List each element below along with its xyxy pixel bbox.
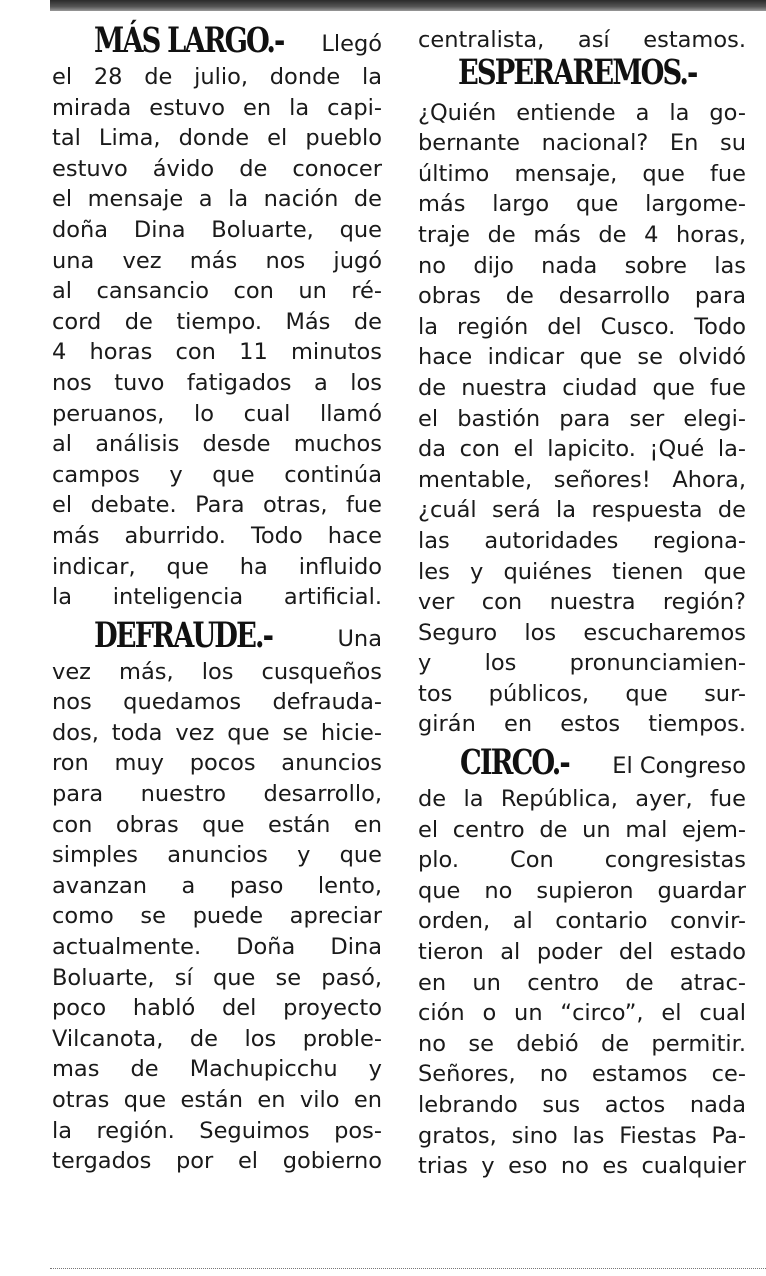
text-line: Vilcanota, de los proble-	[52, 1025, 382, 1052]
text-line: tal Lima, donde el pueblo	[52, 125, 382, 152]
text-line: de nuestra ciudad que fue	[418, 374, 746, 401]
text-line: y los pronunciamien-	[418, 650, 746, 677]
left-column	[52, 20, 382, 1177]
text-line: tergados por el gobierno	[52, 1148, 382, 1175]
text-line: con obras que están en	[52, 811, 382, 838]
text-line: al análisis desde muchos	[52, 431, 382, 458]
text-line: más aburrido. Todo hace	[52, 522, 382, 549]
text-line: mas de Machupicchu y	[52, 1056, 382, 1083]
text-line: el mensaje a la nación de	[52, 186, 382, 213]
text-line: al cansancio con un ré-	[52, 278, 382, 305]
text-line: más largo que largome-	[418, 191, 746, 218]
text-line: mentable, señores! Ahora,	[418, 466, 746, 493]
text-line: que no supieron guardar	[418, 877, 746, 904]
right-column	[418, 28, 746, 1182]
text-line: el bastión para ser elegi-	[418, 405, 746, 432]
text-line: indicar, que ha influido	[52, 553, 382, 580]
heading-tail-text: El Congreso	[612, 753, 746, 780]
section-heading-line	[52, 20, 382, 62]
text-line: orden, al contario convir-	[418, 908, 746, 935]
text-line: de la República, ayer, fue	[418, 786, 746, 813]
text-line: tieron al poder del estado	[418, 939, 746, 966]
section-body	[418, 784, 746, 1182]
top-border-bar	[50, 0, 766, 11]
text-line: en un centro de atrac-	[418, 969, 746, 996]
section-heading: MÁS LARGO.-	[94, 20, 284, 61]
text-line: peruanos, lo cual llamó	[52, 400, 382, 427]
text-line: la región del Cusco. Todo	[418, 313, 746, 340]
section-esperaremos	[418, 51, 746, 740]
text-line: la región. Seguimos pos-	[52, 1117, 382, 1144]
text-line: ver con nuestra región?	[418, 589, 746, 616]
text-line: ción o un “circo”, el cual	[418, 1000, 746, 1027]
text-line: Señores, no estamos ce-	[418, 1061, 746, 1088]
text-line: avanzan a paso lento,	[52, 872, 382, 899]
text-line: cord de tiempo. Más de	[52, 308, 382, 335]
section-body	[418, 98, 746, 740]
section-heading-line	[418, 742, 746, 784]
text-line: otras que están en vilo en	[52, 1087, 382, 1113]
section-heading: CIRCO.-	[460, 742, 569, 784]
text-line: como se puede apreciar	[52, 903, 382, 930]
section-circo	[418, 742, 746, 1182]
text-line: actualmente. Doña Dina	[52, 934, 382, 961]
text-line: tos públicos, que sur-	[418, 680, 746, 707]
text-line: les y quiénes tienen que	[418, 558, 746, 585]
text-line: no se debió de permitir.	[418, 1030, 746, 1057]
section-body	[52, 657, 382, 1177]
text-line: lebrando sus actos nada	[418, 1092, 746, 1118]
section-heading-line	[418, 51, 746, 98]
section-heading: DEFRAUDE.-	[94, 614, 273, 656]
continuation-line: centralista, así estamos.	[418, 27, 746, 53]
text-line: simples anuncios y que	[52, 842, 382, 869]
text-line: último mensaje, que fue	[418, 160, 746, 187]
text-line: trias y eso no es cualquier	[418, 1153, 746, 1180]
text-line: da con el lapicito. ¡Qué la-	[418, 436, 746, 463]
text-line: nos quedamos defrauda-	[52, 689, 382, 716]
text-line: ron muy pocos anuncios	[52, 750, 382, 777]
section-mas-largo	[52, 20, 382, 613]
section-body	[52, 62, 382, 613]
bottom-dotted-rule	[50, 1268, 766, 1269]
text-line: nos tuvo fatigados a los	[52, 369, 382, 396]
text-line: poco habló del proyecto	[52, 995, 382, 1022]
text-line: estuvo ávido de conocer	[52, 155, 382, 182]
text-line: la inteligencia artificial.	[52, 584, 382, 611]
section-heading-line	[52, 614, 382, 657]
text-line: hace indicar que se olvidó	[418, 344, 746, 371]
text-line: las autoridades regiona-	[418, 527, 746, 554]
text-line: Seguro los escucharemos	[418, 619, 746, 646]
text-line: ¿Quién entiende a la go-	[418, 99, 746, 126]
text-line: obras de desarrollo para	[418, 283, 746, 310]
text-line: el centro de un mal ejem-	[418, 816, 746, 843]
text-line: Boluarte, sí que se pasó,	[52, 964, 382, 991]
text-line: mirada estuvo en la capi-	[52, 94, 382, 121]
text-line: 4 horas con 11 minutos	[52, 339, 382, 366]
text-line: el 28 de julio, donde la	[52, 64, 382, 90]
heading-tail-text: Una	[337, 625, 382, 652]
text-line: dos, toda vez que se hicie-	[52, 719, 382, 746]
text-line: gratos, sino las Fiestas Pa-	[418, 1122, 746, 1149]
text-line: una vez más nos jugó	[52, 247, 382, 274]
text-line: ¿cuál será la respuesta de	[418, 497, 746, 524]
section-defraude	[52, 614, 382, 1177]
text-line: vez más, los cusqueños	[52, 658, 382, 685]
section-heading: ESPERAREMOS.-	[458, 51, 697, 93]
text-line: traje de más de 4 horas,	[418, 221, 746, 248]
text-line: campos y que continúa	[52, 461, 382, 488]
heading-tail-text: Llegó	[321, 31, 382, 57]
text-line: para nuestro desarrollo,	[52, 781, 382, 808]
text-line: el debate. Para otras, fue	[52, 492, 382, 519]
text-line: bernante nacional? En su	[418, 130, 746, 157]
text-line: no dijo nada sobre las	[418, 252, 746, 279]
text-line: girán en estos tiempos.	[418, 711, 746, 738]
text-line: doña Dina Boluarte, que	[52, 216, 382, 243]
text-line: plo. Con congresistas	[418, 847, 746, 874]
